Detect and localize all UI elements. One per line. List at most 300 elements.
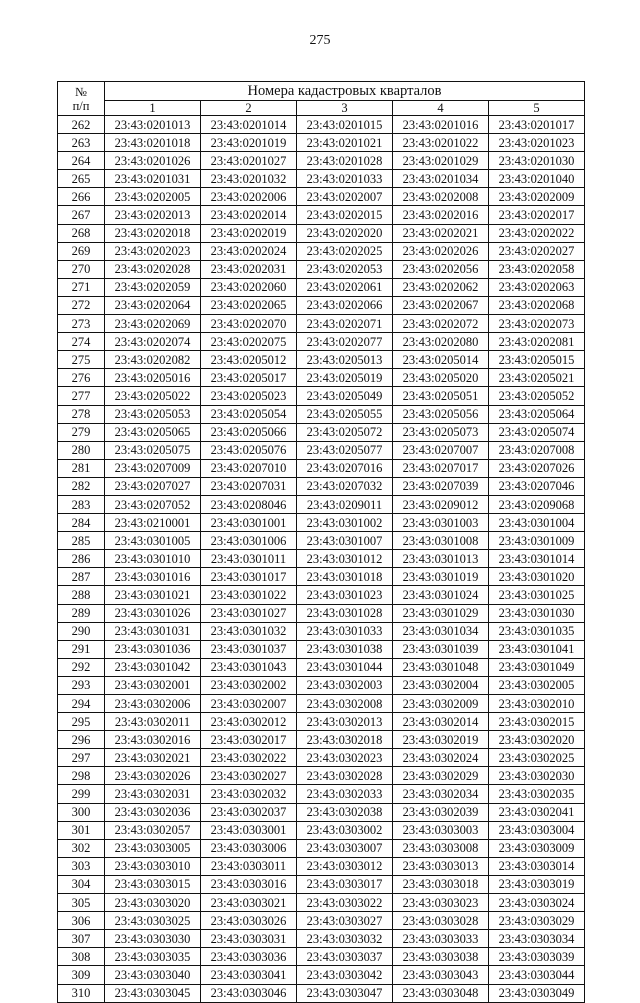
cadastral-number-cell: 23:43:0303031	[201, 930, 297, 948]
cadastral-number-cell: 23:43:0303043	[393, 966, 489, 984]
table-row	[58, 586, 585, 604]
row-index-cell: 289	[58, 604, 105, 622]
cadastral-number-cell: 23:43:0205051	[393, 387, 489, 405]
cadastral-number-cell: 23:43:0303010	[105, 857, 201, 875]
cadastral-number-cell: 23:43:0205074	[489, 423, 585, 441]
cadastral-number-cell: 23:43:0301011	[201, 550, 297, 568]
cadastral-number-cell: 23:43:0302030	[489, 767, 585, 785]
cadastral-number-cell: 23:43:0202056	[393, 260, 489, 278]
cadastral-number-cell: 23:43:0201013	[105, 116, 201, 134]
cadastral-number-cell: 23:43:0301043	[201, 658, 297, 676]
cadastral-number-cell: 23:43:0202069	[105, 315, 201, 333]
cadastral-number-cell: 23:43:0201021	[297, 134, 393, 152]
cadastral-number-cell: 23:43:0202060	[201, 278, 297, 296]
cadastral-number-cell: 23:43:0202018	[105, 224, 201, 242]
table-row	[58, 260, 585, 278]
cadastral-number-cell: 23:43:0302007	[201, 695, 297, 713]
cadastral-number-cell: 23:43:0201032	[201, 170, 297, 188]
cadastral-number-cell: 23:43:0202077	[297, 333, 393, 351]
table-row	[58, 658, 585, 676]
row-index-cell: 309	[58, 966, 105, 984]
cadastral-number-cell: 23:43:0201029	[393, 152, 489, 170]
cadastral-number-cell: 23:43:0302010	[489, 695, 585, 713]
cadastral-number-cell: 23:43:0301019	[393, 568, 489, 586]
cadastral-number-cell: 23:43:0201033	[297, 170, 393, 188]
table-row	[58, 134, 585, 152]
cadastral-number-cell: 23:43:0301031	[105, 622, 201, 640]
table-row	[58, 514, 585, 532]
row-index-cell: 292	[58, 658, 105, 676]
cadastral-number-cell: 23:43:0202013	[105, 206, 201, 224]
cadastral-number-cell: 23:43:0202027	[489, 242, 585, 260]
cadastral-number-cell: 23:43:0201030	[489, 152, 585, 170]
row-index-cell: 286	[58, 550, 105, 568]
table-row	[58, 441, 585, 459]
cadastral-number-cell: 23:43:0301032	[201, 622, 297, 640]
cadastral-number-cell: 23:43:0202009	[489, 188, 585, 206]
cadastral-number-cell: 23:43:0202020	[297, 224, 393, 242]
cadastral-number-cell: 23:43:0303037	[297, 948, 393, 966]
row-index-cell: 294	[58, 695, 105, 713]
cadastral-number-cell: 23:43:0205053	[105, 405, 201, 423]
cadastral-number-cell: 23:43:0201015	[297, 116, 393, 134]
cadastral-number-cell: 23:43:0303023	[393, 894, 489, 912]
cadastral-number-cell: 23:43:0202072	[393, 315, 489, 333]
cadastral-number-cell: 23:43:0301035	[489, 622, 585, 640]
table-body	[58, 116, 585, 1003]
row-index-cell: 297	[58, 749, 105, 767]
cadastral-number-cell: 23:43:0202014	[201, 206, 297, 224]
table-row	[58, 821, 585, 839]
cadastral-number-cell: 23:43:0303018	[393, 875, 489, 893]
cadastral-number-cell: 23:43:0201023	[489, 134, 585, 152]
cadastral-number-cell: 23:43:0205019	[297, 369, 393, 387]
cadastral-number-cell: 23:43:0303032	[297, 930, 393, 948]
cadastral-number-cell: 23:43:0207007	[393, 441, 489, 459]
cadastral-number-cell: 23:43:0202073	[489, 315, 585, 333]
row-index-cell: 267	[58, 206, 105, 224]
row-index-cell: 282	[58, 477, 105, 495]
cadastral-number-cell: 23:43:0301013	[393, 550, 489, 568]
cadastral-number-cell: 23:43:0303012	[297, 857, 393, 875]
row-index-cell: 271	[58, 278, 105, 296]
cadastral-number-cell: 23:43:0207027	[105, 477, 201, 495]
table-row	[58, 930, 585, 948]
table-row	[58, 875, 585, 893]
row-index-cell: 288	[58, 586, 105, 604]
cadastral-number-cell: 23:43:0201017	[489, 116, 585, 134]
cadastral-number-cell: 23:43:0202022	[489, 224, 585, 242]
column-number-header: 5	[489, 101, 585, 116]
cadastral-number-cell: 23:43:0301002	[297, 514, 393, 532]
column-number-header: 4	[393, 101, 489, 116]
row-index-cell: 300	[58, 803, 105, 821]
cadastral-number-cell: 23:43:0302006	[105, 695, 201, 713]
cadastral-number-cell: 23:43:0205054	[201, 405, 297, 423]
row-index-cell: 272	[58, 296, 105, 314]
cadastral-quarters-table	[57, 81, 585, 1003]
cadastral-number-cell: 23:43:0303017	[297, 875, 393, 893]
cadastral-number-cell: 23:43:0202031	[201, 260, 297, 278]
table-row	[58, 459, 585, 477]
row-index-cell: 278	[58, 405, 105, 423]
row-index-cell: 306	[58, 912, 105, 930]
table-row	[58, 206, 585, 224]
cadastral-number-cell: 23:43:0303049	[489, 984, 585, 1002]
cadastral-number-cell: 23:43:0202026	[393, 242, 489, 260]
cadastral-number-cell: 23:43:0201019	[201, 134, 297, 152]
cadastral-number-cell: 23:43:0302008	[297, 695, 393, 713]
cadastral-number-cell: 23:43:0205052	[489, 387, 585, 405]
group-header: Номера кадастровых кварталов	[105, 82, 585, 101]
table-row	[58, 731, 585, 749]
cadastral-number-cell: 23:43:0303030	[105, 930, 201, 948]
cadastral-number-cell: 23:43:0202016	[393, 206, 489, 224]
cadastral-number-cell: 23:43:0302024	[393, 749, 489, 767]
cadastral-number-cell: 23:43:0302057	[105, 821, 201, 839]
cadastral-number-cell: 23:43:0201016	[393, 116, 489, 134]
row-index-cell: 303	[58, 857, 105, 875]
cadastral-number-cell: 23:43:0301039	[393, 640, 489, 658]
table-row	[58, 242, 585, 260]
cadastral-number-cell: 23:43:0301009	[489, 532, 585, 550]
cadastral-number-cell: 23:43:0202071	[297, 315, 393, 333]
cadastral-number-cell: 23:43:0201014	[201, 116, 297, 134]
table-row	[58, 676, 585, 694]
cadastral-number-cell: 23:43:0207031	[201, 477, 297, 495]
cadastral-number-cell: 23:43:0202081	[489, 333, 585, 351]
row-index-cell: 287	[58, 568, 105, 586]
cadastral-number-cell: 23:43:0303036	[201, 948, 297, 966]
row-index-cell: 276	[58, 369, 105, 387]
page-number: 275	[309, 33, 331, 48]
table-row	[58, 857, 585, 875]
cadastral-number-cell: 23:43:0205049	[297, 387, 393, 405]
cadastral-number-cell: 23:43:0301030	[489, 604, 585, 622]
cadastral-number-cell: 23:43:0302031	[105, 785, 201, 803]
row-index-cell: 265	[58, 170, 105, 188]
row-index-cell: 290	[58, 622, 105, 640]
cadastral-number-cell: 23:43:0202065	[201, 296, 297, 314]
table-row	[58, 622, 585, 640]
cadastral-number-cell: 23:43:0202066	[297, 296, 393, 314]
cadastral-number-cell: 23:43:0301004	[489, 514, 585, 532]
cadastral-number-cell: 23:43:0302004	[393, 676, 489, 694]
cadastral-number-cell: 23:43:0205075	[105, 441, 201, 459]
cadastral-number-cell: 23:43:0301003	[393, 514, 489, 532]
cadastral-number-cell: 23:43:0302037	[201, 803, 297, 821]
table-row	[58, 333, 585, 351]
cadastral-number-cell: 23:43:0210001	[105, 514, 201, 532]
cadastral-number-cell: 23:43:0303046	[201, 984, 297, 1002]
cadastral-number-cell: 23:43:0205014	[393, 351, 489, 369]
table-row	[58, 640, 585, 658]
cadastral-number-cell: 23:43:0301048	[393, 658, 489, 676]
cadastral-number-cell: 23:43:0205072	[297, 423, 393, 441]
table-row	[58, 495, 585, 513]
cadastral-number-cell: 23:43:0302013	[297, 713, 393, 731]
cadastral-number-cell: 23:43:0302012	[201, 713, 297, 731]
cadastral-number-cell: 23:43:0202017	[489, 206, 585, 224]
row-index-cell: 284	[58, 514, 105, 532]
cadastral-number-cell: 23:43:0303003	[393, 821, 489, 839]
row-index-cell: 291	[58, 640, 105, 658]
cadastral-number-cell: 23:43:0303024	[489, 894, 585, 912]
cadastral-number-cell: 23:43:0205076	[201, 441, 297, 459]
cadastral-number-cell: 23:43:0302036	[105, 803, 201, 821]
row-index-cell: 273	[58, 315, 105, 333]
cadastral-number-cell: 23:43:0201026	[105, 152, 201, 170]
column-number-header: 2	[201, 101, 297, 116]
table-row	[58, 604, 585, 622]
table-row	[58, 695, 585, 713]
table-row	[58, 387, 585, 405]
cadastral-number-cell: 23:43:0302003	[297, 676, 393, 694]
cadastral-number-cell: 23:43:0301016	[105, 568, 201, 586]
cadastral-number-cell: 23:43:0302029	[393, 767, 489, 785]
cadastral-number-cell: 23:43:0303042	[297, 966, 393, 984]
table-row	[58, 568, 585, 586]
cadastral-number-cell: 23:43:0202061	[297, 278, 393, 296]
row-index-cell: 275	[58, 351, 105, 369]
row-index-cell: 279	[58, 423, 105, 441]
cadastral-number-cell: 23:43:0301022	[201, 586, 297, 604]
table-row	[58, 894, 585, 912]
cadastral-number-cell: 23:43:0202023	[105, 242, 201, 260]
cadastral-number-cell: 23:43:0303016	[201, 875, 297, 893]
cadastral-number-cell: 23:43:0303004	[489, 821, 585, 839]
cadastral-number-cell: 23:43:0303002	[297, 821, 393, 839]
row-index-cell: 268	[58, 224, 105, 242]
cadastral-number-cell: 23:43:0302032	[201, 785, 297, 803]
row-index-cell: 310	[58, 984, 105, 1002]
cadastral-number-cell: 23:43:0207039	[393, 477, 489, 495]
cadastral-number-cell: 23:43:0302018	[297, 731, 393, 749]
table-row	[58, 785, 585, 803]
cadastral-number-cell: 23:43:0302015	[489, 713, 585, 731]
index-column-header	[58, 82, 105, 116]
cadastral-number-cell: 23:43:0303039	[489, 948, 585, 966]
row-index-cell: 266	[58, 188, 105, 206]
row-index-cell: 263	[58, 134, 105, 152]
cadastral-number-cell: 23:43:0301027	[201, 604, 297, 622]
table-row	[58, 315, 585, 333]
cadastral-number-cell: 23:43:0303005	[105, 839, 201, 857]
cadastral-number-cell: 23:43:0303019	[489, 875, 585, 893]
cadastral-number-cell: 23:43:0302041	[489, 803, 585, 821]
cadastral-number-cell: 23:43:0202063	[489, 278, 585, 296]
cadastral-number-cell: 23:43:0303033	[393, 930, 489, 948]
cadastral-number-cell: 23:43:0302002	[201, 676, 297, 694]
cadastral-number-cell: 23:43:0303048	[393, 984, 489, 1002]
cadastral-number-cell: 23:43:0301001	[201, 514, 297, 532]
cadastral-number-cell: 23:43:0302019	[393, 731, 489, 749]
cadastral-number-cell: 23:43:0202021	[393, 224, 489, 242]
cadastral-number-cell: 23:43:0301005	[105, 532, 201, 550]
table-row	[58, 116, 585, 134]
table-row	[58, 532, 585, 550]
row-index-cell: 264	[58, 152, 105, 170]
cadastral-number-cell: 23:43:0301036	[105, 640, 201, 658]
cadastral-number-cell: 23:43:0202008	[393, 188, 489, 206]
cadastral-number-cell: 23:43:0302014	[393, 713, 489, 731]
cadastral-number-cell: 23:43:0301012	[297, 550, 393, 568]
cadastral-number-cell: 23:43:0302035	[489, 785, 585, 803]
cadastral-number-cell: 23:43:0202080	[393, 333, 489, 351]
cadastral-number-cell: 23:43:0202028	[105, 260, 201, 278]
cadastral-number-cell: 23:43:0205073	[393, 423, 489, 441]
cadastral-number-cell: 23:43:0208046	[201, 495, 297, 513]
cadastral-number-cell: 23:43:0302001	[105, 676, 201, 694]
cadastral-number-cell: 23:43:0301042	[105, 658, 201, 676]
cadastral-number-cell: 23:43:0202007	[297, 188, 393, 206]
cadastral-number-cell: 23:43:0207010	[201, 459, 297, 477]
cadastral-number-cell: 23:43:0205016	[105, 369, 201, 387]
cadastral-number-cell: 23:43:0303040	[105, 966, 201, 984]
cadastral-number-cell: 23:43:0303009	[489, 839, 585, 857]
row-index-cell: 280	[58, 441, 105, 459]
cadastral-number-cell: 23:43:0303029	[489, 912, 585, 930]
table-row	[58, 767, 585, 785]
cadastral-number-cell: 23:43:0303047	[297, 984, 393, 1002]
cadastral-number-cell: 23:43:0202074	[105, 333, 201, 351]
cadastral-number-cell: 23:43:0301006	[201, 532, 297, 550]
cadastral-number-cell: 23:43:0302005	[489, 676, 585, 694]
cadastral-number-cell: 23:43:0301026	[105, 604, 201, 622]
row-index-cell: 283	[58, 495, 105, 513]
cadastral-number-cell: 23:43:0303007	[297, 839, 393, 857]
cadastral-number-cell: 23:43:0205020	[393, 369, 489, 387]
cadastral-number-cell: 23:43:0301024	[393, 586, 489, 604]
cadastral-number-cell: 23:43:0207017	[393, 459, 489, 477]
cadastral-number-cell: 23:43:0301014	[489, 550, 585, 568]
cadastral-number-cell: 23:43:0301034	[393, 622, 489, 640]
cadastral-number-cell: 23:43:0202059	[105, 278, 201, 296]
row-index-cell: 269	[58, 242, 105, 260]
table-row	[58, 966, 585, 984]
cadastral-number-cell: 23:43:0301028	[297, 604, 393, 622]
column-number-header: 1	[105, 101, 201, 116]
column-number-header: 3	[297, 101, 393, 116]
cadastral-number-cell: 23:43:0303045	[105, 984, 201, 1002]
cadastral-number-cell: 23:43:0302017	[201, 731, 297, 749]
cadastral-number-cell: 23:43:0301020	[489, 568, 585, 586]
cadastral-number-cell: 23:43:0303034	[489, 930, 585, 948]
table-row	[58, 423, 585, 441]
cadastral-number-cell: 23:43:0303011	[201, 857, 297, 875]
row-index-cell: 262	[58, 116, 105, 134]
cadastral-number-cell: 23:43:0207009	[105, 459, 201, 477]
row-index-cell: 302	[58, 839, 105, 857]
table-row	[58, 188, 585, 206]
cadastral-number-cell: 23:43:0202082	[105, 351, 201, 369]
cadastral-number-cell: 23:43:0201034	[393, 170, 489, 188]
cadastral-number-cell: 23:43:0207026	[489, 459, 585, 477]
cadastral-number-cell: 23:43:0301025	[489, 586, 585, 604]
cadastral-number-cell: 23:43:0201027	[201, 152, 297, 170]
cadastral-number-cell: 23:43:0302033	[297, 785, 393, 803]
cadastral-number-cell: 23:43:0302021	[105, 749, 201, 767]
table-row	[58, 839, 585, 857]
cadastral-number-cell: 23:43:0201022	[393, 134, 489, 152]
index-header-abbrev: п/п	[72, 98, 90, 113]
cadastral-number-cell: 23:43:0301023	[297, 586, 393, 604]
cadastral-number-cell: 23:43:0302020	[489, 731, 585, 749]
cadastral-number-cell: 23:43:0205021	[489, 369, 585, 387]
cadastral-number-cell: 23:43:0303006	[201, 839, 297, 857]
cadastral-number-cell: 23:43:0209012	[393, 495, 489, 513]
cadastral-number-cell: 23:43:0303008	[393, 839, 489, 857]
cadastral-number-cell: 23:43:0205077	[297, 441, 393, 459]
cadastral-number-cell: 23:43:0302034	[393, 785, 489, 803]
cadastral-number-cell: 23:43:0303038	[393, 948, 489, 966]
cadastral-number-cell: 23:43:0302009	[393, 695, 489, 713]
cadastral-number-cell: 23:43:0207052	[105, 495, 201, 513]
cadastral-number-cell: 23:43:0303025	[105, 912, 201, 930]
cadastral-number-cell: 23:43:0301044	[297, 658, 393, 676]
cadastral-number-cell: 23:43:0205066	[201, 423, 297, 441]
table-row	[58, 278, 585, 296]
row-index-cell: 281	[58, 459, 105, 477]
cadastral-number-cell: 23:43:0303020	[105, 894, 201, 912]
cadastral-number-cell: 23:43:0205022	[105, 387, 201, 405]
table-row	[58, 803, 585, 821]
cadastral-number-cell: 23:43:0202058	[489, 260, 585, 278]
cadastral-number-cell: 23:43:0303013	[393, 857, 489, 875]
cadastral-number-cell: 23:43:0205055	[297, 405, 393, 423]
cadastral-number-cell: 23:43:0207046	[489, 477, 585, 495]
table-row	[58, 477, 585, 495]
cadastral-number-cell: 23:43:0303014	[489, 857, 585, 875]
cadastral-number-cell: 23:43:0209011	[297, 495, 393, 513]
table-row	[58, 224, 585, 242]
cadastral-number-cell: 23:43:0202062	[393, 278, 489, 296]
cadastral-number-cell: 23:43:0303026	[201, 912, 297, 930]
cadastral-number-cell: 23:43:0202024	[201, 242, 297, 260]
cadastral-number-cell: 23:43:0202005	[105, 188, 201, 206]
row-index-cell: 307	[58, 930, 105, 948]
table-row	[58, 351, 585, 369]
cadastral-number-cell: 23:43:0201040	[489, 170, 585, 188]
cadastral-number-cell: 23:43:0302027	[201, 767, 297, 785]
cadastral-number-cell: 23:43:0202070	[201, 315, 297, 333]
cadastral-number-cell: 23:43:0202019	[201, 224, 297, 242]
cadastral-number-cell: 23:43:0202068	[489, 296, 585, 314]
cadastral-number-cell: 23:43:0302039	[393, 803, 489, 821]
cadastral-number-cell: 23:43:0303015	[105, 875, 201, 893]
cadastral-number-cell: 23:43:0202075	[201, 333, 297, 351]
cadastral-number-cell: 23:43:0302023	[297, 749, 393, 767]
cadastral-number-cell: 23:43:0207016	[297, 459, 393, 477]
cadastral-number-cell: 23:43:0202025	[297, 242, 393, 260]
cadastral-number-cell: 23:43:0301041	[489, 640, 585, 658]
cadastral-number-cell: 23:43:0301033	[297, 622, 393, 640]
cadastral-number-cell: 23:43:0302022	[201, 749, 297, 767]
row-index-cell: 293	[58, 676, 105, 694]
cadastral-number-cell: 23:43:0202067	[393, 296, 489, 314]
cadastral-number-cell: 23:43:0205023	[201, 387, 297, 405]
row-index-cell: 295	[58, 713, 105, 731]
table-row	[58, 948, 585, 966]
cadastral-number-cell: 23:43:0302011	[105, 713, 201, 731]
row-index-cell: 274	[58, 333, 105, 351]
row-index-cell: 305	[58, 894, 105, 912]
cadastral-number-cell: 23:43:0201031	[105, 170, 201, 188]
cadastral-number-cell: 23:43:0301018	[297, 568, 393, 586]
cadastral-number-cell: 23:43:0205017	[201, 369, 297, 387]
row-index-cell: 296	[58, 731, 105, 749]
table-row	[58, 369, 585, 387]
